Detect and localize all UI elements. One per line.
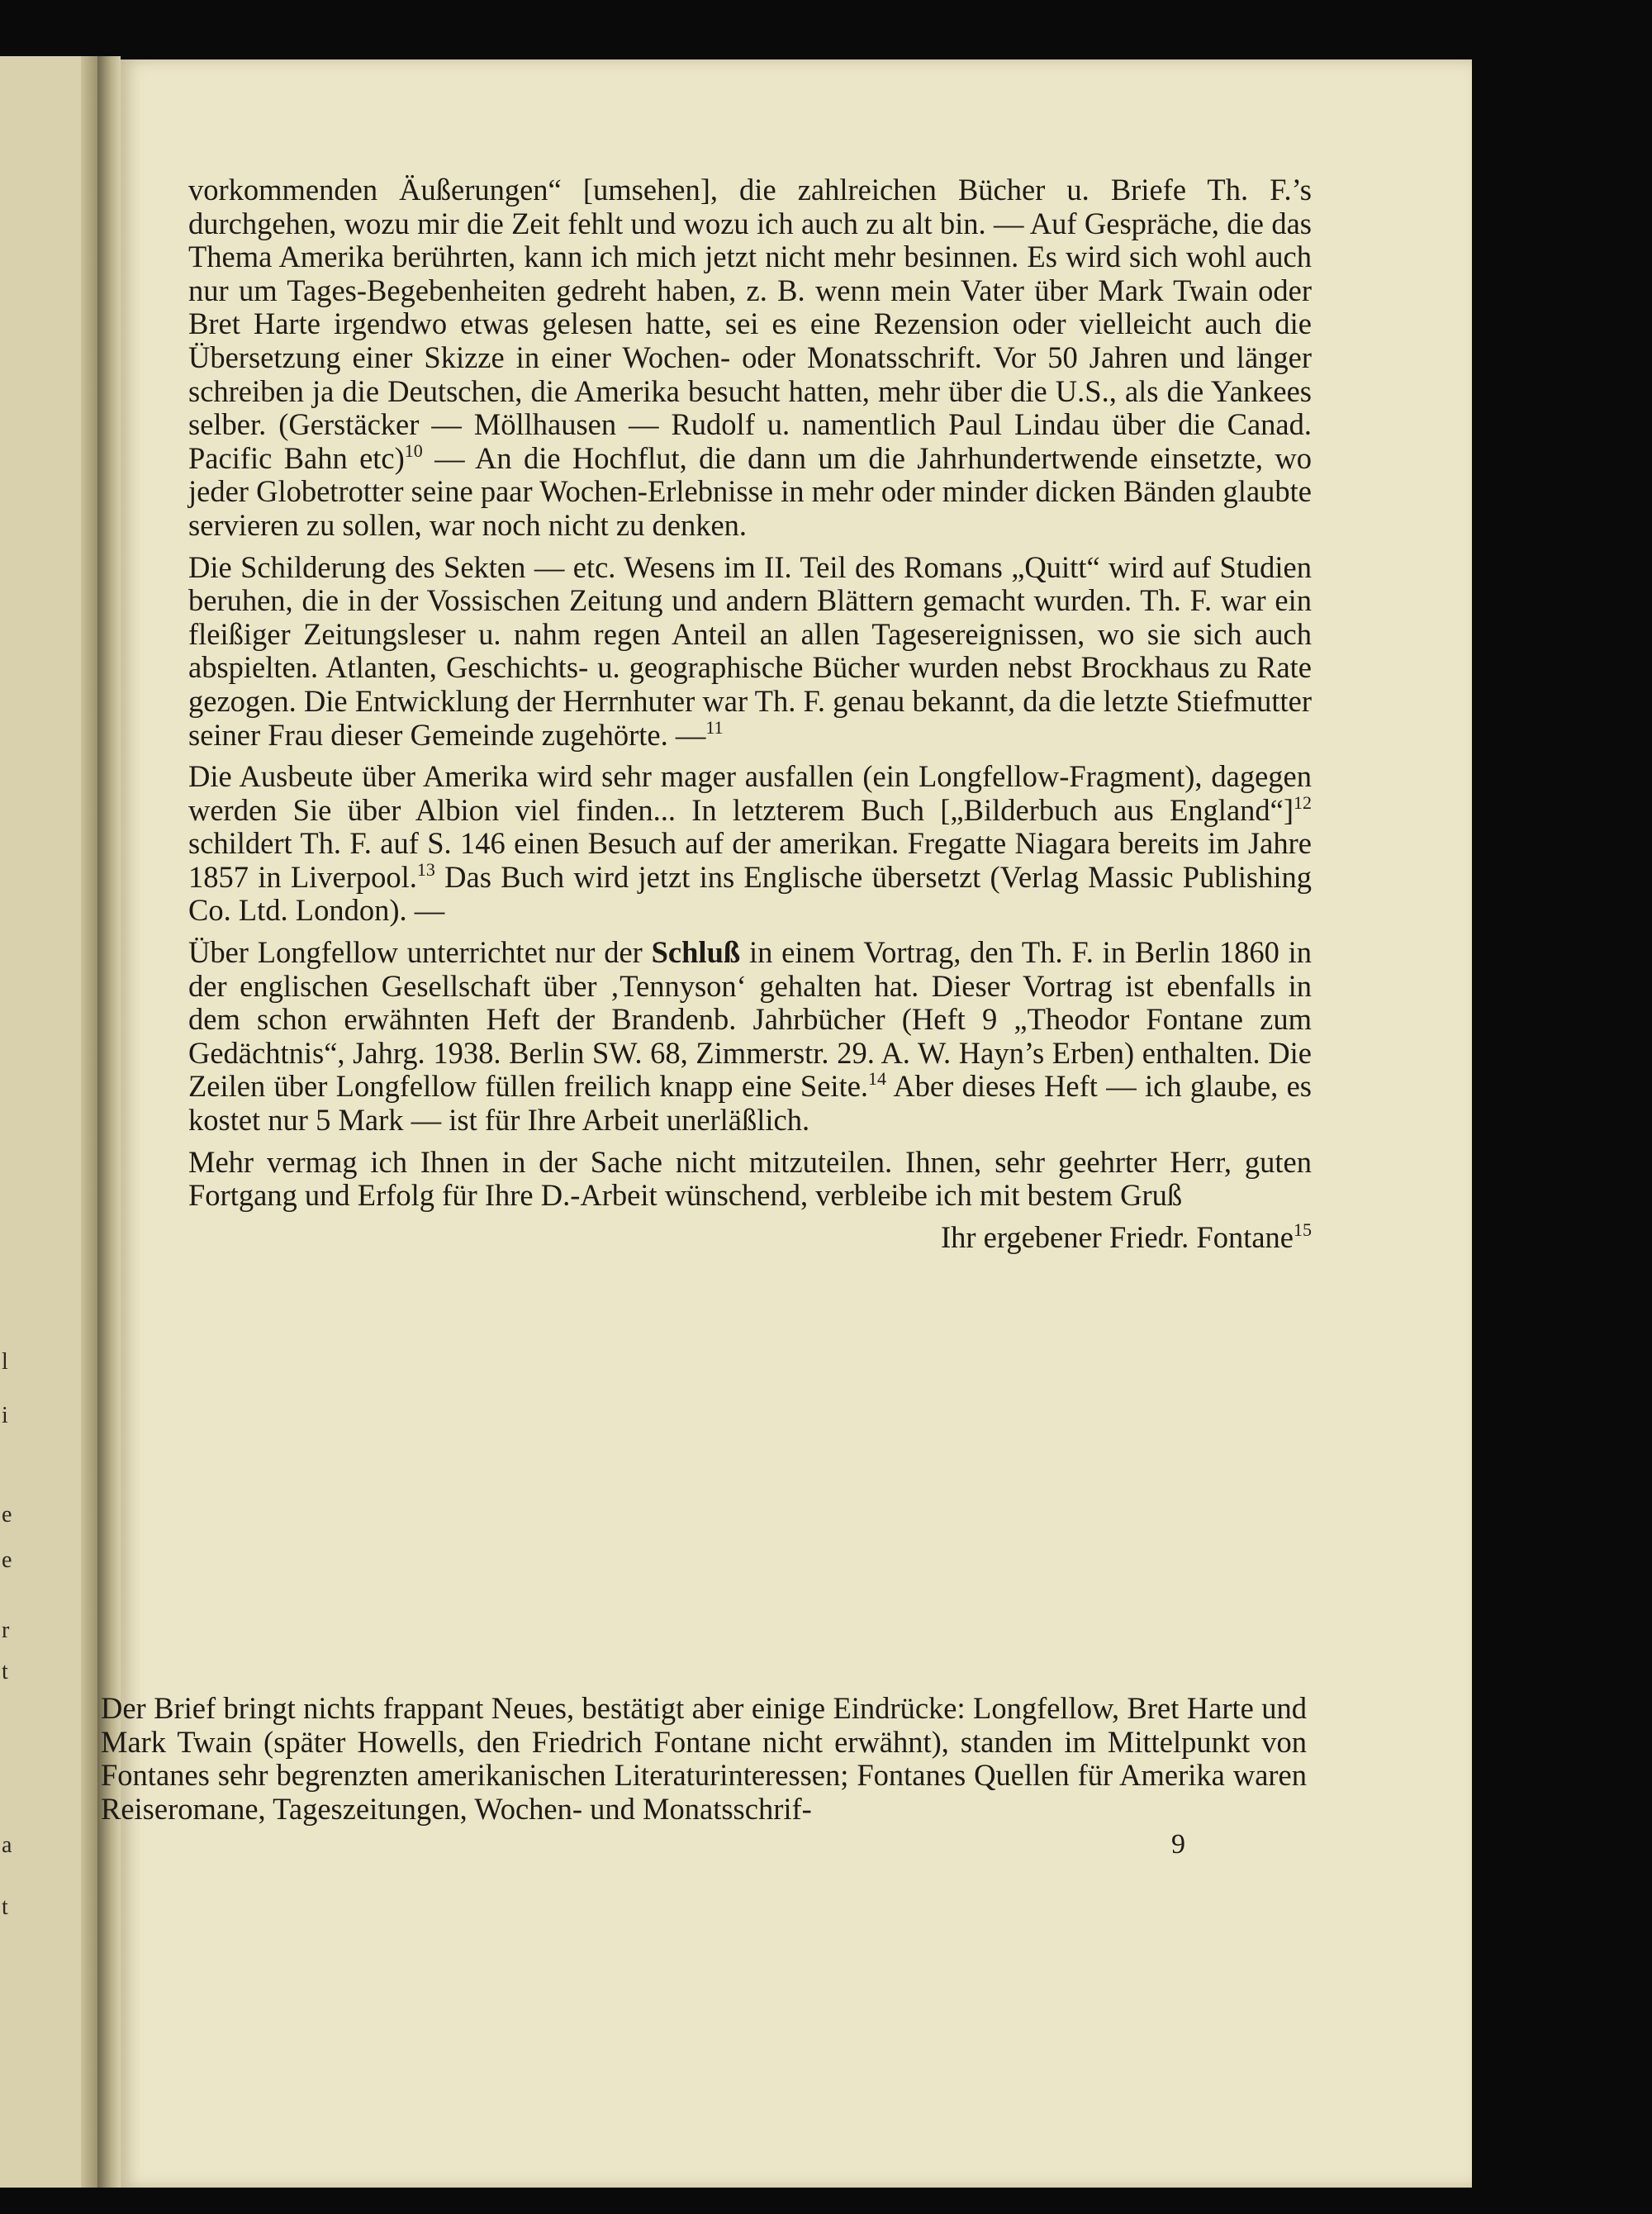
previous-page-fragment: l — [2, 1349, 8, 1375]
letter-paragraph: Mehr vermag ich Ihnen in der Sache nicht mitzuteilen. Ihnen, sehr geehrter Herr, guten Fortgang und Erfolg für Ihre D.-Arbeit wünschend, verbleibe ich mit bestem Gruß — [188, 1144, 1312, 1213]
letter-paragraph: Die Schilderung des Sekten — etc. Wesens im II. Teil des Romans „Quitt“ wird auf Studien beruhen, die in der Vossischen Zeitung und andern Blättern gemacht wurden. Th. F. war ein fleißiger Zeitungsleser u. nahm regen Anteil an allen Tagesereignissen, wo sie sich auch abspielten. Atlanten, Geschichts- u. geographische Bücher wurden nebst Brockhaus zu Rate gezogen. Die Entwicklung der Herrnhuter war Th. F. genau bekannt, da die letzte Stiefmutter seiner Frau dieser Gemeinde zugehörte. —$^{11}$ — [188, 549, 1312, 752]
footnote-marker: 15 — [1294, 1219, 1312, 1240]
letter-paragraph: vorkommenden Äußerungen“ [umsehen], die zahlreichen Bücher u. Briefe Th. F.’s durchgehen, wozu mir die Zeit fehlt und wozu ich auch zu alt bin. — Auf Gespräche, die das Thema Amerika berührten, kann ich mich jetzt nicht mehr besinnen. Es wird sich wohl auch nur um Tages-Begebenheiten gedreht haben, z. B. wenn mein Vater über Mark Twain oder Bret Harte irgendwo etwas gelesen hatte, sei es eine Rezension oder vielleicht auch die Übersetzung einer Skizze in einer Wochen- oder Monatsschrift. Vor 50 Jahren und länger schreiben ja die Deutschen, die Amerika besucht hatten, mehr über die U.S., als die Yankees selber. (Gerstäcker — Möllhausen — Rudolf u. namentlich Paul Lindau über die Canad. Pacific Bahn etc)$^{10}$ — An die Hochflut, die dann um die Jahrhundertwende einsetzte, wo jeder Globetrotter seine paar Wochen-Erlebnisse in mehr oder minder dicken Bänden glaubte servieren zu sollen, war noch nicht zu denken. — [188, 173, 1312, 542]
page-number: 9 — [1171, 1829, 1185, 1860]
commentary — [101, 1692, 1307, 1826]
previous-page-fragment: t — [2, 1894, 8, 1920]
previous-page-fragment: e — [2, 1502, 12, 1527]
letter-paragraph: Die Ausbeute über Amerika wird sehr mager ausfallen (ein Longfellow-Fragment), dagegen werden Sie über Albion viel finden... In letzterem Buch [„Bilderbuch aus England“]$^{12}$ schildert Th. F. auf S. 146 einen Besuch auf der amerikan. Fregatte Niagara bereits im Jahre 1857 in Liverpool.$^{13}$ Das Buch wird jetzt ins Englische übersetzt (Verlag Massic Publishing Co. Ltd. London). — — [188, 759, 1312, 928]
previous-page-edge — [0, 56, 97, 2188]
letter-signature: Ihr ergebener Friedr. Fontane$^{15}$ — [940, 1219, 1312, 1254]
commentary-paragraph: Der Brief bringt nichts frappant Neues, bestätigt aber einige Eindrücke: Longfellow, Bret Harte und Mark Twain (später Howells, den Friedrich Fontane nicht erwähnt), standen im Mittelpunkt von Fontanes sehr begrenzten amerikanischen Literaturinteressen; Fontanes Quellen für Amerika waren Reiseromane, Tageszeitungen, Wochen- und Monatsschrif- — [101, 1691, 1307, 1826]
footnote-marker: 10 — [404, 439, 423, 461]
book-spine — [97, 56, 121, 2188]
bold-term: Schluß — [651, 935, 741, 970]
footnote-marker: 11 — [705, 716, 724, 738]
footnote-marker: 12 — [1294, 791, 1312, 813]
previous-page-fragment: t — [2, 1659, 8, 1684]
previous-page-gutter — [81, 56, 97, 2188]
previous-page-fragment: r — [2, 1618, 10, 1643]
previous-page-fragment: a — [2, 1832, 12, 1858]
previous-page-fragment: i — [2, 1403, 8, 1428]
previous-page-fragment: e — [2, 1547, 12, 1573]
letter-paragraph: Über Longfellow unterrichtet nur der Schluß in einem Vortrag, den Th. F. in Berlin 1860 in der englischen Gesellschaft über ‚Tennyson‘ gehalten hat. Dieser Vortrag ist ebenfalls in dem schon erwähnten Heft der Brandenb. Jahrbücher (Heft 9 „Theodor Fontane zum Gedächtnis“, Jahrg. 1938. Berlin SW. 68, Zimmerstr. 29. A. W. Hayn’s Erben) enthalten. Die Zeilen über Longfellow füllen freilich knapp eine Seite.$^{14}$ Aber dieses Heft — ich glaube, es kostet nur 5 Mark — ist für Ihre Arbeit unerläßlich. — [188, 935, 1313, 1138]
footnote-marker: 13 — [416, 858, 435, 880]
letter-body — [188, 173, 1312, 1262]
footnote-marker: 14 — [868, 1068, 887, 1090]
